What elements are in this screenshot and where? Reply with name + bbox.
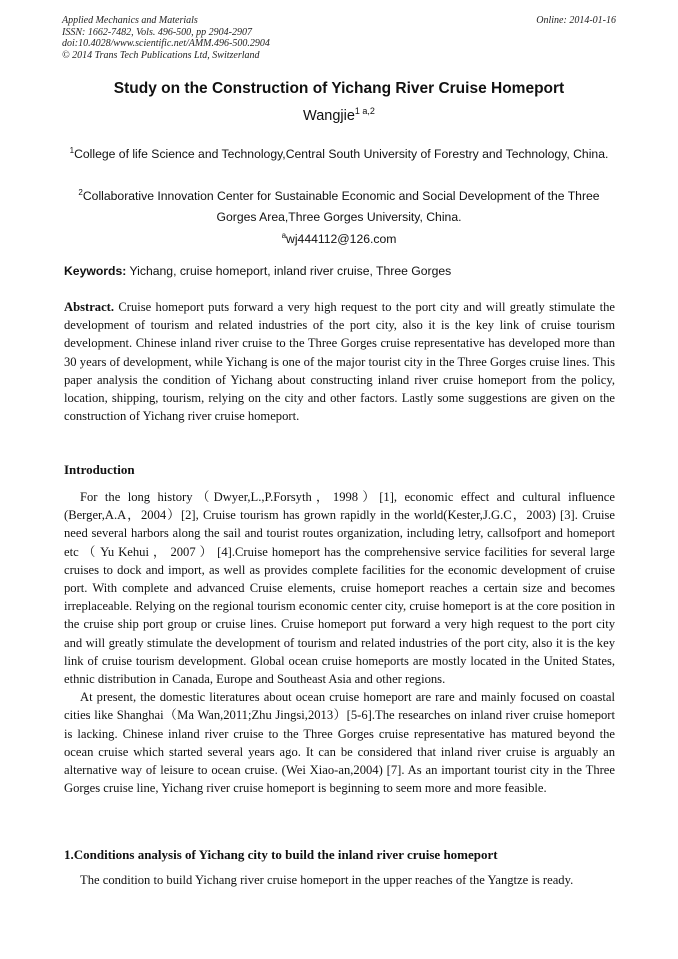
affiliation-1 — [62, 140, 616, 165]
author-email — [62, 225, 616, 250]
keywords-text: Yichang, cruise homeport, inland river cruise, Three Gorges — [126, 264, 452, 278]
affiliation-2-text: Collaborative Innovation Center for Sustainable Economic and Social Development of the Three Gorges Area,Three Gorges University, China. — [82, 189, 600, 225]
email-marker: a — [281, 231, 287, 240]
author-name: Wangjie — [303, 107, 355, 124]
introduction-heading: Introduction — [64, 462, 135, 477]
keywords-label: Keywords: — [64, 264, 127, 278]
keywords — [64, 264, 616, 278]
author-superscript: 1 a,2 — [354, 106, 375, 116]
journal-header — [62, 15, 616, 61]
introduction-body — [64, 488, 615, 797]
affiliation-1-text: College of life Science and Technology,Central South University of Forestry and Technology, China. — [74, 147, 609, 162]
issn-line: ISSN: 1662-7482, Vols. 496-500, pp 2904-2907 — [62, 26, 252, 38]
doi-line: doi:10.4028/www.scientific.net/AMM.496-500.2904 — [62, 38, 270, 49]
copyright-line: © 2014 Trans Tech Publications Ltd, Switzerland — [62, 49, 260, 61]
author-line — [62, 106, 616, 124]
section-1-body — [64, 871, 615, 889]
abstract-text: Cruise homeport puts forward a very high request to the port city and will greatly stimulate the development of tourism and related industries of the port city, also it is the key link of cruise tourism development. Chinese inland river cruise to the Three Gorges cruise representative has developed more than 30 years of development, while Yichang is one of the major tourist city in the Three Gorges cruise lines. This paper analysis the condition of Yichang about constructing inland river cruise homeport from the policy, location, shipping, tourism, relying on the city and other factors. Lastly some suggestions are given on the construction of Yichang river cruise homeport. — [64, 300, 615, 424]
affiliation-2 — [62, 182, 616, 228]
affiliation-2-marker: 2 — [78, 188, 83, 197]
section-1-heading: 1.Conditions analysis of Yichang city to build the inland river cruise homeport — [64, 847, 498, 862]
abstract — [64, 298, 615, 425]
online-date: Online: 2014-01-16 — [536, 15, 616, 26]
affiliation-1-marker: 1 — [69, 146, 75, 155]
section-1-paragraph: The condition to build Yichang river cruise homeport in the upper reaches of the Yangtze is ready. — [80, 873, 574, 887]
introduction-paragraph: For the long history（Dwyer,L.,P.Forsyth，1998）[1], economic effect and cultural influence (Berger,A.A，2004）[2], Cruise tourism has grown rapidly in the world(Kester,J.G.C，2003) [3]. Cruise need several harbors along the sail and tourist routes organization, including letry, callsofport and homeport etc （ Yu Kehui ， 2007 ） [4].Cruise homeport has the comprehensive service facilities for several large cruises to dock and import, as well as provides complete facilities for the economic development of cruise port. With complete and advanced Cruise elements, cruise homeport reaches a certain size and becomes irreplaceable. Relying on the regional tourism economic center city, cruise homeport is at the core position in the cruise ship port group or cruise lines. Cruise homeport put forward a very high request to the port city and will greatly stimulate the development of tourism and related industries of the port city, also it is the key link of cruise tourism development. Global ocean cruise homeports are mostly located in the United States, ethnic distribution in Canada, Europe and Southeast Asia and other regions. — [64, 490, 615, 687]
journal-name: Applied Mechanics and Materials — [62, 15, 198, 26]
email-text: wj444112@126.com — [286, 232, 397, 247]
abstract-label: Abstract. — [64, 300, 115, 314]
paper-title: Study on the Construction of Yichang River Cruise Homeport — [113, 80, 565, 97]
introduction-paragraph: At present, the domestic literatures about ocean cruise homeport are rare and mainly focused on coastal cities like Shanghai（Ma Wan,2011;Zhu Jingsi,2013）[5-6].The researches on inland river cruise homeport is lacking. Chinese inland river cruise to the Three Gorges cruise representative has matured beyond the ocean cruise which started several years ago. It can be considered that inland river cruise is arguably an alternative way of leisure to ocean cruise. (Wei Xiao-an,2004) [7]. As an important tourist city in the Three Gorges cruise line, Yichang river cruise homeport is beginning to seem more and more feasible. — [64, 690, 615, 796]
